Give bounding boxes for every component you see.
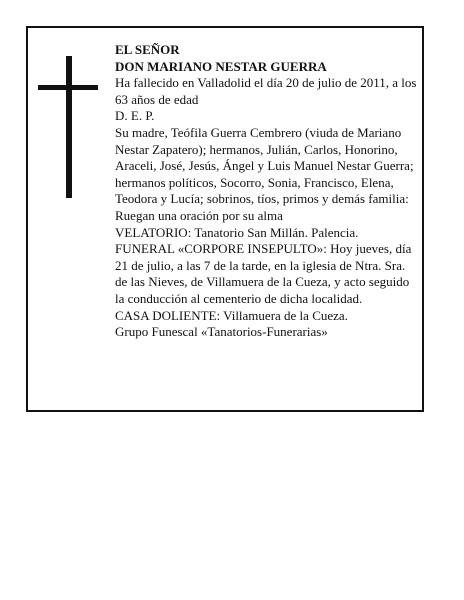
notice-title: EL SEÑOR bbox=[115, 42, 180, 57]
cross-vertical-bar bbox=[66, 56, 72, 198]
prayer-request: Ruegan una oración por su alma bbox=[115, 207, 283, 223]
obituary-text bbox=[115, 42, 417, 341]
cross-horizontal-bar bbox=[38, 85, 98, 90]
casa-doliente-info: CASA DOLIENTE: Villamuera de la Cueza. bbox=[115, 307, 348, 323]
deceased-name: DON MARIANO NESTAR GUERRA bbox=[115, 58, 327, 74]
family-list: Su madre, Teófila Guerra Cembrero (viuda de Mariano Nestar Zapatero); hermanos, Julián, Carlos, Honorino, Araceli, José, Jesús, Ángel y Luis Manuel Nestar Guerra; hermanos políticos, Socorro, Sonia, Francisco, Elena, Teodora y Lucía; sobrinos, tíos, primos y demás familia: bbox=[115, 124, 414, 207]
funeral-company: Grupo Funescal «Tanatorios-Funerarias» bbox=[115, 324, 328, 340]
velatorio-info: VELATORIO: Tanatorio San Millán. Palencia. bbox=[115, 224, 359, 240]
rip-line: D. E. P. bbox=[115, 108, 155, 124]
death-announcement: Ha fallecido en Valladolid el día 20 de julio de 2011, a los 63 años de edad bbox=[115, 75, 417, 107]
funeral-info: FUNERAL «CORPORE INSEPULTO»: Hoy jueves, día 21 de julio, a las 7 de la tarde, en la iglesia de Ntra. Sra. de las Nieves, de Villamuera de la Cueza, y acto seguido la conducción al cementerio de dicha localidad. bbox=[115, 241, 412, 306]
obituary-notice bbox=[26, 26, 424, 412]
